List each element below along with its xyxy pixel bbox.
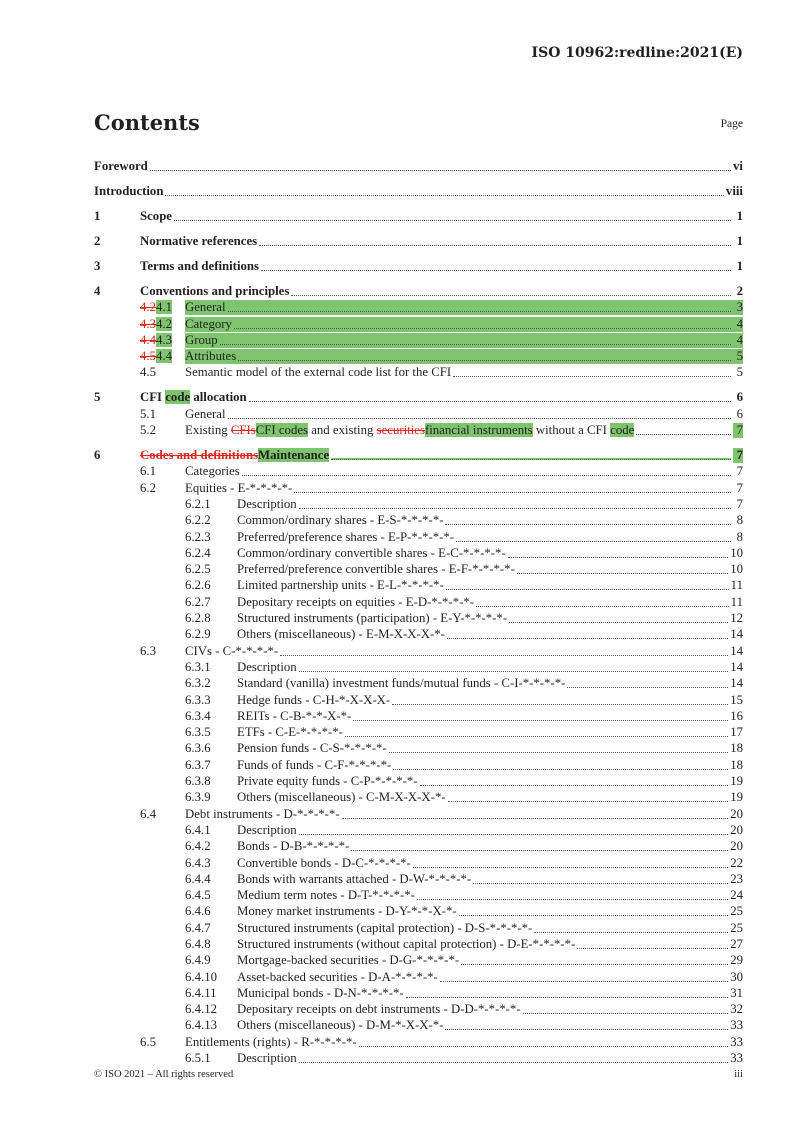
toc-entry-clause-1[interactable]: 1 Scope 1 <box>94 209 743 223</box>
toc-entry-6-2-4[interactable]: 6.2.4 Common/ordinary convertible shares - E-C-*-*-*-*- 10 <box>185 545 743 560</box>
toc-entry-foreword[interactable]: Foreword vi <box>94 159 743 173</box>
toc-entry-6-3-1[interactable]: 6.3.1 Description 14 <box>185 659 743 674</box>
toc-entry-6-4-11[interactable]: 6.4.11 Municipal bonds - D-N-*-*-*-*- 31 <box>185 985 743 1000</box>
toc-entry-6-2-8[interactable]: 6.2.8 Structured instruments (participation) - E-Y-*-*-*-*- 12 <box>185 611 743 626</box>
toc-entry-6-5[interactable]: 6.5 Entitlements (rights) - R-*-*-*-*- 33 <box>140 1034 743 1049</box>
table-of-contents <box>94 156 743 1066</box>
toc-entry-5-1[interactable]: 5.1 General 6 <box>140 406 743 421</box>
toc-entry-6-4-4[interactable]: 6.4.4 Bonds with warrants attached - D-W-*-*-*-*- 23 <box>185 871 743 886</box>
toc-entry-6-4-13[interactable]: 6.4.13 Others (miscellaneous) - D-M-*-X-X-*- 33 <box>185 1018 743 1033</box>
page-column-label: Page <box>720 118 743 130</box>
toc-entry-6-2-2[interactable]: 6.2.2 Common/ordinary shares - E-S-*-*-*-*- 8 <box>185 513 743 528</box>
toc-entry-4-4[interactable]: 4.54.4 Attributes 5 <box>140 349 743 364</box>
toc-entry-6-4-8[interactable]: 6.4.8 Structured instruments (without capital protection) - D-E-*-*-*-*- 27 <box>185 936 743 951</box>
toc-entry-6-3[interactable]: 6.3 CIVs - C-*-*-*-*- 14 <box>140 643 743 658</box>
toc-entry-6-4-9[interactable]: 6.4.9 Mortgage-backed securities - D-G-*-*-*-*- 29 <box>185 953 743 968</box>
toc-entry-6-3-5[interactable]: 6.3.5 ETFs - C-E-*-*-*-*- 17 <box>185 725 743 740</box>
toc-entry-6-4-12[interactable]: 6.4.12 Depositary receipts on debt instruments - D-D-*-*-*-*- 32 <box>185 1002 743 1017</box>
toc-entry-clause-5[interactable]: 5 CFI code allocation 6 <box>94 390 743 405</box>
toc-entry-6-2[interactable]: 6.2 Equities - E-*-*-*-*- 7 <box>140 480 743 495</box>
toc-entry-6-4[interactable]: 6.4 Debt instruments - D-*-*-*-*- 20 <box>140 806 743 821</box>
toc-entry-4-5[interactable]: 4.5 Semantic model of the external code list for the CFI 5 <box>140 365 743 380</box>
toc-entry-6-2-3[interactable]: 6.2.3 Preferred/preference shares - E-P-*-*-*-*- 8 <box>185 529 743 544</box>
toc-entry-4-2[interactable]: 4.34.2 Category 4 <box>140 316 743 331</box>
toc-entry-6-4-5[interactable]: 6.4.5 Medium term notes - D-T-*-*-*-*- 24 <box>185 888 743 903</box>
toc-entry-6-4-3[interactable]: 6.4.3 Convertible bonds - D-C-*-*-*-*- 22 <box>185 855 743 870</box>
footer-copyright: © ISO 2021 – All rights reserved <box>94 1069 234 1080</box>
toc-entry-introduction[interactable]: Introduction viii <box>94 184 743 198</box>
toc-entry-4-1[interactable]: 4.24.1 General 3 <box>140 300 743 315</box>
toc-entry-6-2-7[interactable]: 6.2.7 Depositary receipts on equities - E-D-*-*-*-*- 11 <box>185 594 743 609</box>
toc-entry-6-4-7[interactable]: 6.4.7 Structured instruments (capital protection) - D-S-*-*-*-*- 25 <box>185 920 743 935</box>
toc-entry-6-3-2[interactable]: 6.3.2 Standard (vanilla) investment funds/mutual funds - C-I-*-*-*-*- 14 <box>185 676 743 691</box>
toc-entry-clause-3[interactable]: 3 Terms and definitions 1 <box>94 259 743 273</box>
toc-entry-6-4-6[interactable]: 6.4.6 Money market instruments - D-Y-*-*-X-*- 25 <box>185 904 743 919</box>
toc-entry-6-2-9[interactable]: 6.2.9 Others (miscellaneous) - E-M-X-X-X-*- 14 <box>185 627 743 642</box>
toc-entry-5-2[interactable]: 5.2 Existing CFIsCFI codes and existing securitiesfinancial instruments without a CFI code 7 <box>140 423 743 438</box>
footer-page-number: iii <box>734 1069 743 1080</box>
toc-entry-6-2-6[interactable]: 6.2.6 Limited partnership units - E-L-*-*-*-*- 11 <box>185 578 743 593</box>
page-title: Contents <box>94 110 200 135</box>
toc-clause-6-entries <box>94 463 743 1066</box>
document-id: ISO 10962:redline:2021(E) <box>531 45 743 61</box>
toc-entry-6-3-4[interactable]: 6.3.4 REITs - C-B-*-*-X-*- 16 <box>185 708 743 723</box>
toc-entry-6-1[interactable]: 6.1 Categories 7 <box>140 464 743 479</box>
toc-entry-6-4-2[interactable]: 6.4.2 Bonds - D-B-*-*-*-*- 20 <box>185 839 743 854</box>
toc-entry-6-5-1[interactable]: 6.5.1 Description 33 <box>185 1051 743 1066</box>
toc-entry-6-3-8[interactable]: 6.3.8 Private equity funds - C-P-*-*-*-*- 19 <box>185 774 743 789</box>
toc-entry-6-3-3[interactable]: 6.3.3 Hedge funds - C-H-*-X-X-X- 15 <box>185 692 743 707</box>
toc-entry-6-4-10[interactable]: 6.4.10 Asset-backed securities - D-A-*-*-*-*- 30 <box>185 969 743 984</box>
toc-entry-clause-2[interactable]: 2 Normative references 1 <box>94 234 743 248</box>
toc-entry-6-3-7[interactable]: 6.3.7 Funds of funds - C-F-*-*-*-*- 18 <box>185 757 743 772</box>
toc-entry-6-2-1[interactable]: 6.2.1 Description 7 <box>185 496 743 511</box>
toc-entry-6-3-6[interactable]: 6.3.6 Pension funds - C-S-*-*-*-*- 18 <box>185 741 743 756</box>
toc-entry-6-2-5[interactable]: 6.2.5 Preferred/preference convertible shares - E-F-*-*-*-*- 10 <box>185 562 743 577</box>
toc-entry-6-3-9[interactable]: 6.3.9 Others (miscellaneous) - C-M-X-X-X-*- 19 <box>185 790 743 805</box>
toc-entry-6-4-1[interactable]: 6.4.1 Description 20 <box>185 822 743 837</box>
toc-entry-clause-4[interactable]: 4 Conventions and principles 2 <box>94 284 743 298</box>
toc-entry-4-3[interactable]: 4.44.3 Group 4 <box>140 332 743 347</box>
toc-entry-clause-6[interactable]: 6 Codes and definitionsMaintenance 7 <box>94 448 743 463</box>
